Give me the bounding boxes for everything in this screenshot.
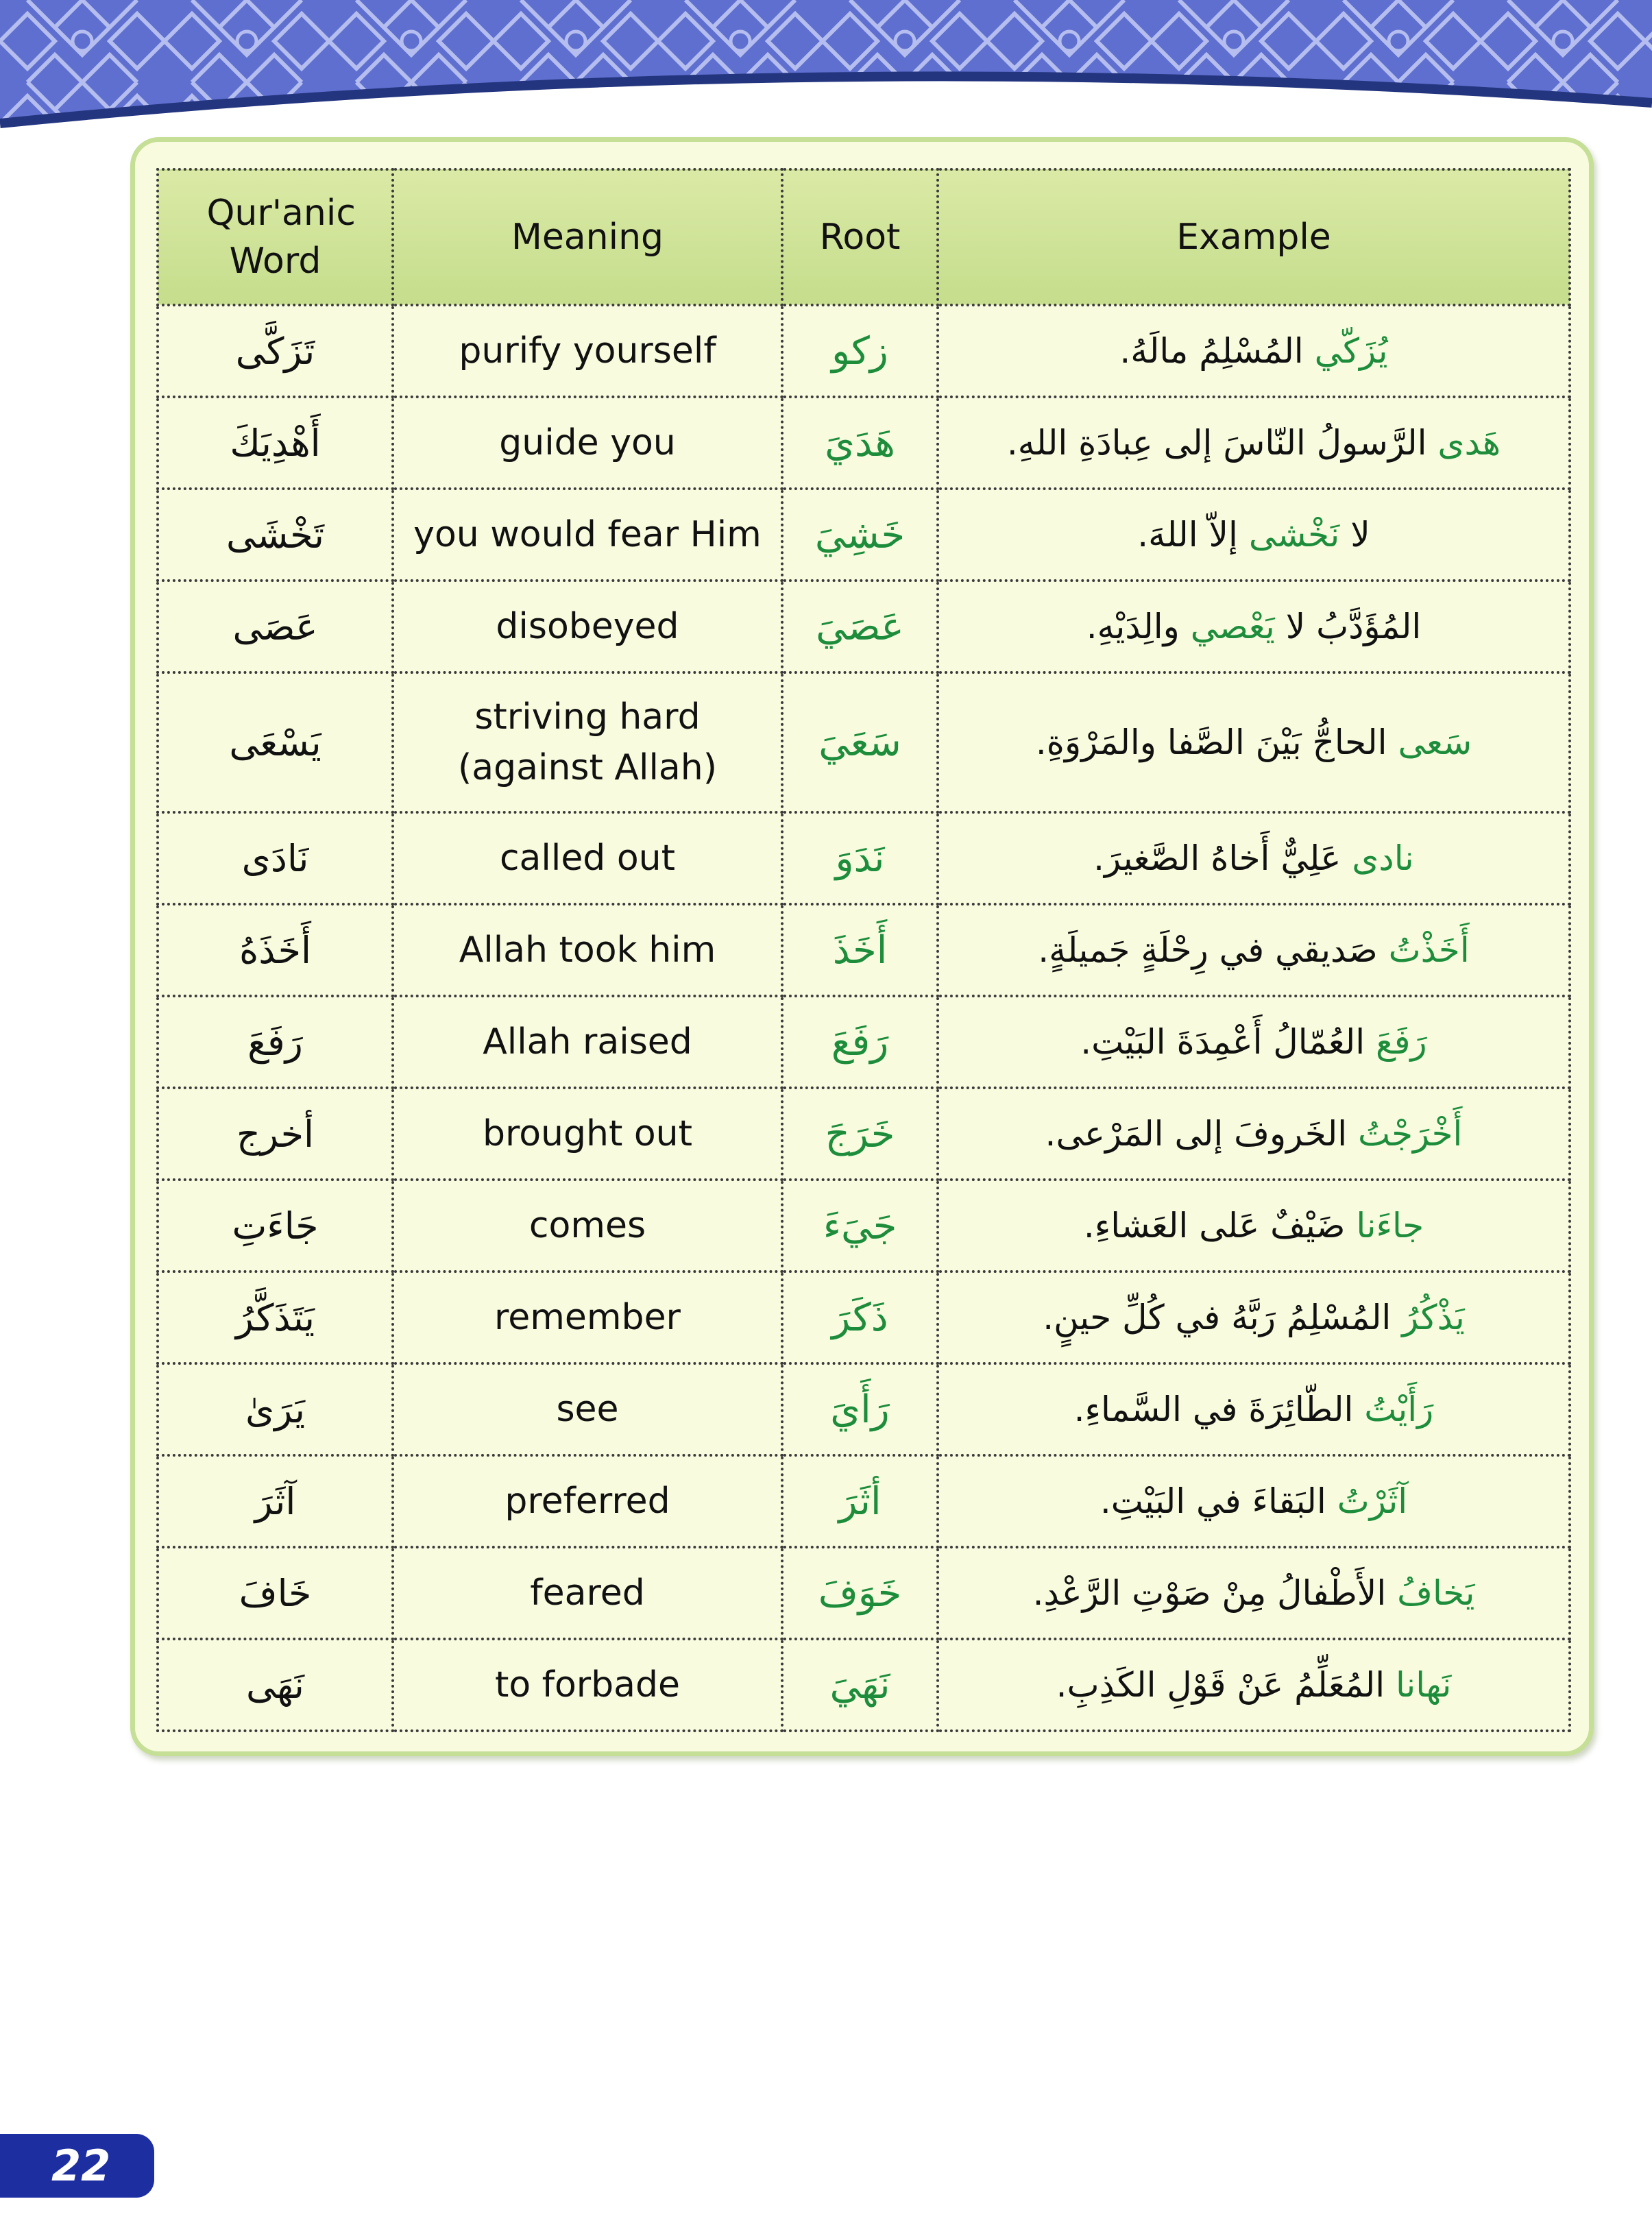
example-highlight-word: يُزَكّي [1314, 331, 1388, 371]
root-cell: نَهَيَ [782, 1639, 938, 1731]
meaning-cell [393, 581, 782, 672]
meaning-text: guide you [499, 422, 676, 463]
table-row [158, 996, 1570, 1088]
table-header-row [158, 169, 1570, 305]
root-cell: خَرَجَ [782, 1088, 938, 1180]
meaning-cell [393, 672, 782, 812]
meaning-cell [393, 1272, 782, 1363]
example-cell [938, 1547, 1570, 1639]
example-text-after: صَديقي في رِحْلَةٍ جَميلَةٍ. [1038, 930, 1389, 970]
example-cell [938, 1272, 1570, 1363]
header-quranic-word [158, 169, 393, 305]
page-number: 22 [51, 2141, 111, 2191]
table-row [158, 1272, 1570, 1363]
table-row [158, 812, 1570, 904]
quranic-word-cell: آثَرَ [158, 1455, 393, 1547]
example-text-after: الرَّسولُ النّاسَ إلى عِبادَةِ اللهِ. [1006, 423, 1438, 463]
meaning-text: you would fear Him [413, 514, 762, 555]
root-cell: ذَكَرَ [782, 1272, 938, 1363]
example-cell [938, 672, 1570, 812]
root-cell: خَشِيَ [782, 489, 938, 581]
table-row [158, 397, 1570, 489]
example-highlight-word: رَأَيْتُ [1364, 1389, 1434, 1429]
quranic-word-cell: يَسْعَى [158, 672, 393, 812]
example-text-after: الطّائِرَةَ في السَّماءِ. [1073, 1389, 1365, 1429]
example-highlight-word: سَعى [1398, 722, 1472, 762]
meaning-text: Allah raised [483, 1021, 692, 1062]
example-highlight-word: رَفَعَ [1376, 1022, 1427, 1062]
quranic-word-cell: جَاءَتِ [158, 1180, 393, 1272]
meaning-cell [393, 1639, 782, 1731]
root-cell: سَعَيَ [782, 672, 938, 812]
example-highlight-word: يَذْكُرُ [1402, 1298, 1465, 1337]
example-text-before: المُؤَدَّبُ لا [1274, 607, 1422, 646]
meaning-text: preferred [505, 1481, 670, 1522]
table-row [158, 672, 1570, 812]
table-row [158, 489, 1570, 581]
example-highlight-word: نَهانا [1396, 1665, 1452, 1705]
meaning-cell [393, 812, 782, 904]
meaning-cell [393, 1547, 782, 1639]
root-cell: عَصَيَ [782, 581, 938, 672]
example-text-after: الحاجُّ بَيْنَ الصَّفا والمَرْوَةِ. [1035, 722, 1398, 762]
table-row [158, 1547, 1570, 1639]
example-cell [938, 1363, 1570, 1455]
example-highlight-word: هَدى [1437, 423, 1501, 463]
meaning-cell [393, 397, 782, 489]
quranic-word-cell: أَهْدِيَكَ [158, 397, 393, 489]
table-row [158, 305, 1570, 397]
meaning-cell [393, 489, 782, 581]
example-cell [938, 1639, 1570, 1731]
meaning-text: to forbade [494, 1664, 681, 1705]
root-cell: زكو [782, 305, 938, 397]
example-cell [938, 996, 1570, 1088]
meaning-text: see [556, 1389, 619, 1430]
example-text-after: إلاّ اللهَ. [1137, 515, 1249, 555]
meaning-text: comes [529, 1205, 646, 1246]
example-text-before: لا [1339, 515, 1370, 555]
example-text-after: عَلِيٌّ أَخاهُ الصَّغيرَ. [1093, 838, 1352, 878]
quranic-word-cell: نَادَى [158, 812, 393, 904]
table-row [158, 581, 1570, 672]
example-highlight-word: يَعْصي [1190, 607, 1275, 646]
example-cell [938, 581, 1570, 672]
meaning-cell [393, 305, 782, 397]
table-row [158, 1088, 1570, 1180]
header-example: Example [938, 169, 1570, 305]
meaning-text: feared [530, 1572, 645, 1614]
example-highlight-word: يَخافُ [1397, 1573, 1475, 1613]
example-cell [938, 1180, 1570, 1272]
quranic-word-cell: رَفَعَ [158, 996, 393, 1088]
meaning-text: brought out [482, 1113, 693, 1154]
table-row [158, 904, 1570, 996]
meaning-cell [393, 996, 782, 1088]
quranic-word-cell: أَخَذَهُ [158, 904, 393, 996]
example-text-after: الخَروفَ إلى المَرْعى. [1045, 1114, 1359, 1154]
root-cell: رَأَيَ [782, 1363, 938, 1455]
root-cell: خَوَفَ [782, 1547, 938, 1639]
example-highlight-word: نادى [1352, 838, 1414, 878]
meaning-text: called out [499, 838, 676, 879]
meaning-cell [393, 904, 782, 996]
example-cell [938, 1088, 1570, 1180]
meaning-text: remember [494, 1297, 681, 1338]
meaning-text: Allah took him [459, 930, 716, 971]
example-text-after: المُسْلِمُ رَبَّهُ في كُلِّ حينٍ. [1043, 1298, 1402, 1337]
example-highlight-word: آثَرْتُ [1337, 1481, 1408, 1521]
root-cell: نَدَوَ [782, 812, 938, 904]
quranic-word-cell: نَهَى [158, 1639, 393, 1731]
quranic-word-cell: يَرَىٰ [158, 1363, 393, 1455]
example-highlight-word: نَخْشى [1248, 515, 1340, 555]
quranic-word-cell: خَافَ [158, 1547, 393, 1639]
example-cell [938, 489, 1570, 581]
example-cell [938, 397, 1570, 489]
meaning-text: striving hard (against Allah) [457, 696, 717, 788]
example-cell [938, 1455, 1570, 1547]
vocabulary-table [156, 168, 1571, 1732]
quranic-word-cell: أخرج [158, 1088, 393, 1180]
example-text-after: الأَطْفالُ مِنْ صَوْتِ الرَّعْدِ. [1032, 1573, 1398, 1613]
example-text-after: المُسْلِمُ مالَهُ. [1119, 331, 1315, 371]
root-cell: رَفَعَ [782, 996, 938, 1088]
example-highlight-word: أَخْرَجْتُ [1358, 1114, 1463, 1154]
meaning-text: disobeyed [496, 606, 679, 647]
quranic-word-cell: تَزَكَّى [158, 305, 393, 397]
example-text-after: العُمّالُ أَعْمِدَةَ البَيْتِ. [1080, 1022, 1376, 1062]
quranic-word-cell: يَتَذَكَّرُ [158, 1272, 393, 1363]
example-cell [938, 904, 1570, 996]
root-cell: هَدَيَ [782, 397, 938, 489]
meaning-text: purify yourself [459, 330, 716, 372]
example-cell [938, 812, 1570, 904]
table-row [158, 1639, 1570, 1731]
quranic-word-cell: تَخْشَى [158, 489, 393, 581]
meaning-cell [393, 1088, 782, 1180]
root-cell: أثَرَ [782, 1455, 938, 1547]
example-highlight-word: أَخَذْتُ [1388, 930, 1470, 970]
table-row [158, 1363, 1570, 1455]
table-row [158, 1180, 1570, 1272]
root-cell: جَيَءَ [782, 1180, 938, 1272]
meaning-cell [393, 1455, 782, 1547]
example-text-after: والِدَيْهِ. [1086, 607, 1191, 646]
header-quranic-word-label: Qur'anic Word [206, 193, 356, 282]
header-decorative-band [0, 0, 1652, 130]
example-text-after: ضَيْفٌ عَلى العَشاءِ. [1083, 1206, 1357, 1246]
example-text-after: البَقاءَ في البَيْتِ. [1100, 1481, 1337, 1521]
meaning-cell [393, 1363, 782, 1455]
table-row [158, 1455, 1570, 1547]
example-text-after: المُعَلِّمُ عَنْ قَوْلِ الكَذِبِ. [1056, 1665, 1396, 1705]
vocabulary-card [130, 137, 1594, 1756]
example-highlight-word: جاءَنا [1356, 1206, 1424, 1246]
quranic-word-cell: عَصَى [158, 581, 393, 672]
example-cell [938, 305, 1570, 397]
header-root: Root [782, 169, 938, 305]
meaning-cell [393, 1180, 782, 1272]
root-cell: أَخَذَ [782, 904, 938, 996]
header-meaning: Meaning [393, 169, 782, 305]
